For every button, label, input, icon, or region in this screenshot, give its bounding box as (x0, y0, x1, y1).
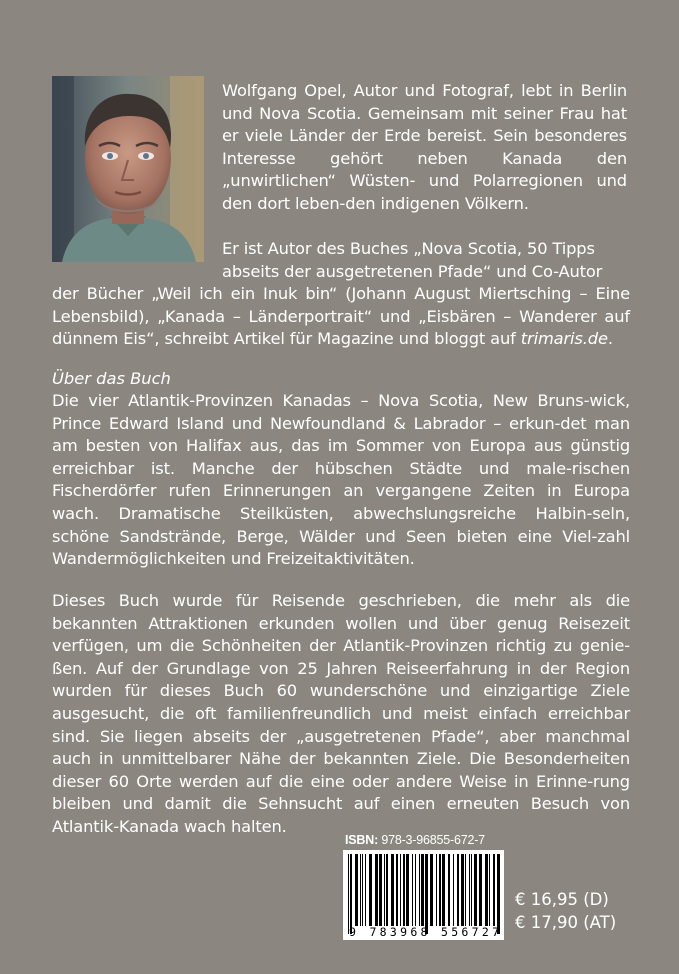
isbn-label (345, 833, 485, 847)
isbn-number: 978-3-96855-672-7 (381, 833, 485, 847)
barcode-bar (448, 854, 450, 926)
price-germany: € 16,95 (D) (515, 890, 609, 909)
barcode-bar (350, 854, 352, 934)
barcode-bar (419, 854, 420, 926)
barcode-bar (497, 854, 500, 934)
author-portrait-image (52, 76, 204, 262)
barcode-bar (493, 854, 495, 926)
isbn-barcode (343, 850, 504, 940)
author-bio-paragraph-2 (52, 238, 630, 351)
barcode-bar (415, 854, 416, 926)
bio-rest-text: der Bücher „Weil ich ein Inuk bin“ (Johann August Miertsching – Eine Lebensbild), „Kanada – Länderportrait“ und „Eisbären – Wanderer auf dünnem Eis“, schreibt Artikel für Magazine und bloggt auf (52, 284, 630, 349)
bio-rest-block (52, 283, 630, 351)
barcode-bar (439, 854, 441, 926)
author-website: trimaris.de (520, 329, 608, 349)
about-book-heading: Über das Buch (52, 369, 171, 388)
barcode-digits: 9 783968 556727 (349, 925, 499, 939)
isbn-prefix: ISBN: (345, 833, 379, 847)
barcode-bar (461, 854, 464, 926)
author-bio-paragraph-1: Wolfgang Opel, Autor und Fotograf, lebt in Berlin und Nova Scotia. Gemeinsam mit seiner Frau hat er viele Länder der Erde bereist. Sein besonderes Interesse gehört neben Kanada den „unwirtlichen“ Wüsten- und Polarregionen und den dort leben-den indigenen Völkern. (222, 81, 627, 213)
barcode-bar (379, 854, 382, 926)
barcode-bar (457, 854, 459, 926)
barcode-graphic (343, 850, 504, 940)
barcode-bar (479, 854, 482, 926)
barcode-bar (403, 854, 405, 926)
barcode-bar (425, 854, 428, 934)
barcode-bar (485, 854, 488, 926)
price-austria: € 17,90 (AT) (515, 913, 617, 932)
barcode-bar (406, 854, 409, 926)
barcode-bar (360, 854, 361, 926)
barcode-bar (362, 854, 363, 926)
barcode-bar (465, 854, 466, 926)
barcode-bar (474, 854, 477, 926)
barcode-bar (442, 854, 445, 926)
author-photo (52, 76, 204, 262)
barcode-bar (375, 854, 378, 926)
barcode-bar (391, 854, 394, 926)
barcode-bar (348, 854, 349, 934)
barcode-bar (436, 854, 437, 926)
barcode-bar (469, 854, 470, 926)
barcode-bar (396, 854, 398, 926)
about-book-paragraph-1: Die vier Atlantik-Provinzen Kanadas – Nova Scotia, New Bruns-wick, Prince Edward Island und Newfoundland & Labrador – erkun-det man am besten von Halifax aus, das im Sommer von Europa aus günstig erreichbar ist. Manche der hübschen Städte und male-rischen Fischerdörfer rufen Erinnerungen an vergangene Zeiten in Europa wach. Dramatische Steilküsten, abwechslungsreiche Halbin-seln, schöne Sandstrände, Berge, Wälder und Seen bieten eine Viel-zahl Wandermöglichkeiten und Freizeitaktivitäten. (52, 391, 630, 569)
barcode-bar (365, 854, 366, 926)
barcode-bar (489, 854, 490, 926)
about-book-paragraph-2: Dieses Buch wurde für Reisende geschrieben, die mehr als die bekannten Attraktionen erkunden wollen und über genug Reisezeit verfügen, um die Schönheiten der Atlantik-Provinzen richtig zu genie-ßen. Auf der Grundlage von 25 Jahren Reiseerfahrung in der Region wurden für dieses Buch 60 wunderschöne und einzigartige Ziele ausgesucht, die oft familienfreundlich und meist einfach erreichbar sind. Sie liegen abseits der „ausgetretenen Pfade“, aber manchmal auch in unmittelbarer Nähe der bekannten Ziele. Die Besonderheiten dieser 60 Orte werden auf die eine oder andere Weise in Erinne-rung bleiben und damit die Sehnsucht auf einen erneuten Besuch von Atlantik-Kanada wach halten. (52, 591, 630, 836)
bio-line-1: Er ist Autor des Buches „Nova Scotia, 50 Tipps (222, 239, 595, 258)
bio-line-2: abseits der ausgetretenen Pfade“ und Co-Autor (222, 261, 603, 281)
barcode-bar (412, 854, 413, 926)
barcode-bar (471, 854, 472, 926)
barcode-bar (355, 854, 358, 926)
barcode-bar (384, 854, 385, 926)
barcode-bar (400, 854, 401, 926)
barcode-bar (421, 854, 424, 926)
barcode-bar (386, 854, 388, 926)
barcode-bar (453, 854, 454, 926)
barcode-bar (369, 854, 372, 926)
barcode-bar (430, 854, 433, 926)
bio-period: . (607, 329, 613, 349)
